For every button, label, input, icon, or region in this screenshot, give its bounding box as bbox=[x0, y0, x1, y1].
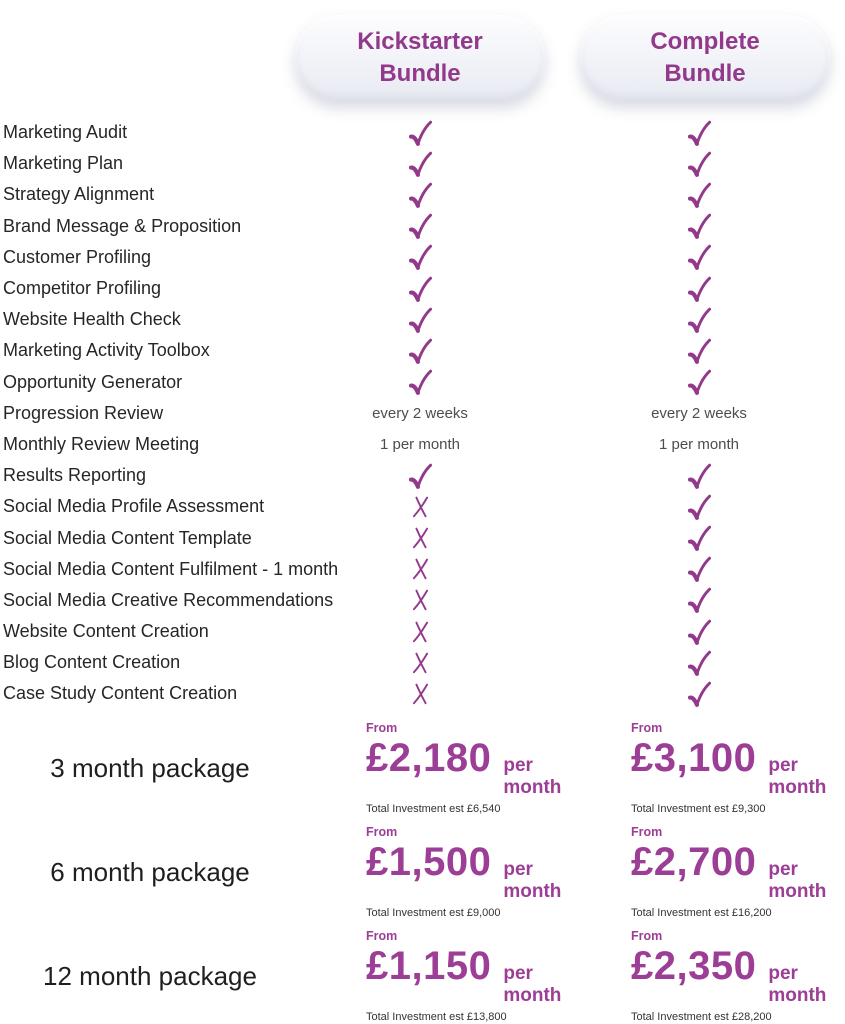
feature-row bbox=[0, 460, 845, 491]
complete-bundle-title: Complete Bundle bbox=[650, 27, 760, 87]
feature-label: Brand Message & Proposition bbox=[3, 215, 242, 236]
package-row bbox=[0, 716, 845, 820]
check-icon bbox=[409, 463, 432, 491]
per-month-label: per month bbox=[768, 963, 827, 1006]
cross-icon bbox=[412, 558, 429, 580]
check-icon bbox=[409, 307, 432, 335]
cross-icon bbox=[412, 683, 429, 705]
complete-cell bbox=[597, 118, 801, 148]
check-icon bbox=[688, 244, 711, 272]
feature-row bbox=[0, 491, 845, 522]
complete-cell bbox=[597, 617, 801, 647]
kickstarter-cell bbox=[343, 367, 497, 397]
complete-bundle-header bbox=[580, 15, 830, 101]
feature-row bbox=[0, 678, 845, 709]
price-line bbox=[631, 842, 843, 903]
feature-label: Competitor Profiling bbox=[3, 278, 162, 299]
price-line bbox=[366, 738, 578, 799]
check-icon bbox=[688, 525, 711, 553]
per-month-label: per month bbox=[503, 859, 562, 902]
cross-icon bbox=[412, 621, 429, 643]
total-investment-label: Total Investment est £9,300 bbox=[631, 803, 766, 815]
from-label: From bbox=[366, 721, 398, 735]
feature-label: Strategy Alignment bbox=[3, 184, 155, 205]
feature-label: Website Health Check bbox=[3, 309, 181, 330]
feature-label: Marketing Audit bbox=[3, 122, 128, 143]
from-label: From bbox=[366, 825, 398, 839]
cross-icon bbox=[412, 527, 429, 549]
package-pricing-list bbox=[0, 716, 845, 1024]
check-icon bbox=[688, 338, 711, 366]
complete-cell bbox=[597, 679, 801, 709]
kickstarter-cell bbox=[343, 242, 497, 272]
feature-row bbox=[0, 335, 845, 366]
price-line bbox=[631, 738, 843, 799]
complete-cell bbox=[597, 554, 801, 584]
check-icon bbox=[409, 151, 432, 179]
feature-label: Marketing Plan bbox=[3, 153, 124, 174]
feature-row bbox=[0, 304, 845, 335]
from-label: From bbox=[631, 929, 663, 943]
check-icon bbox=[409, 213, 432, 241]
feature-row bbox=[0, 554, 845, 585]
check-icon bbox=[688, 494, 711, 522]
check-icon bbox=[688, 182, 711, 210]
kickstarter-cell bbox=[343, 652, 497, 674]
price-amount: £1,150 bbox=[366, 944, 492, 988]
check-icon bbox=[688, 556, 711, 584]
feature-label: Customer Profiling bbox=[3, 246, 152, 267]
check-icon bbox=[688, 151, 711, 179]
complete-cell bbox=[597, 585, 801, 615]
package-label: 3 month package bbox=[50, 752, 250, 783]
feature-row bbox=[0, 522, 845, 553]
kickstarter-cell bbox=[343, 683, 497, 705]
kickstarter-cell bbox=[343, 149, 497, 179]
cross-icon bbox=[412, 496, 429, 518]
check-icon bbox=[409, 244, 432, 272]
kickstarter-bundle-header bbox=[295, 15, 545, 101]
kickstarter-cell bbox=[343, 558, 497, 580]
complete-cell bbox=[597, 461, 801, 491]
per-month-label: per month bbox=[503, 755, 562, 798]
kickstarter-cell bbox=[343, 621, 497, 643]
complete-cell bbox=[597, 274, 801, 304]
check-icon bbox=[688, 213, 711, 241]
total-investment-label: Total Investment est £28,200 bbox=[631, 1011, 772, 1023]
feature-label: Website Content Creation bbox=[3, 621, 209, 642]
feature-row bbox=[0, 585, 845, 616]
kickstarter-cell bbox=[343, 527, 497, 549]
feature-label: Opportunity Generator bbox=[3, 371, 183, 392]
package-label: 6 month package bbox=[50, 856, 250, 887]
frequency-text: 1 per month bbox=[658, 435, 740, 453]
complete-price-block bbox=[631, 929, 843, 1023]
total-investment-label: Total Investment est £13,800 bbox=[366, 1011, 507, 1023]
complete-cell bbox=[597, 242, 801, 272]
feature-row bbox=[0, 367, 845, 398]
feature-label: Social Media Creative Recommendations bbox=[3, 589, 334, 610]
from-label: From bbox=[366, 929, 398, 943]
price-amount: £2,180 bbox=[366, 736, 492, 780]
complete-cell bbox=[597, 211, 801, 241]
frequency-text: 1 per month bbox=[379, 435, 461, 453]
feature-row bbox=[0, 211, 845, 242]
feature-label: Marketing Activity Toolbox bbox=[3, 340, 210, 361]
complete-cell bbox=[597, 336, 801, 366]
check-icon bbox=[409, 369, 432, 397]
kickstarter-cell bbox=[343, 274, 497, 304]
price-amount: £2,350 bbox=[631, 944, 757, 988]
check-icon bbox=[688, 463, 711, 491]
from-label: From bbox=[631, 825, 663, 839]
per-month-label: per month bbox=[768, 755, 827, 798]
price-amount: £3,100 bbox=[631, 736, 757, 780]
feature-label: Monthly Review Meeting bbox=[3, 433, 200, 454]
package-label: 12 month package bbox=[43, 960, 257, 991]
check-icon bbox=[688, 681, 711, 709]
complete-cell bbox=[597, 648, 801, 678]
frequency-text: every 2 weeks bbox=[372, 404, 468, 422]
complete-cell bbox=[597, 149, 801, 179]
complete-cell bbox=[597, 523, 801, 553]
feature-comparison-list bbox=[0, 117, 845, 710]
complete-cell bbox=[597, 492, 801, 522]
total-investment-label: Total Investment est £6,540 bbox=[366, 803, 501, 815]
price-line bbox=[631, 946, 843, 1007]
per-month-label: per month bbox=[768, 859, 827, 902]
kickstarter-bundle-title: Kickstarter Bundle bbox=[357, 27, 483, 87]
complete-cell bbox=[597, 180, 801, 210]
complete-cell bbox=[597, 436, 801, 453]
kickstarter-cell bbox=[343, 336, 497, 366]
check-icon bbox=[688, 120, 711, 148]
feature-label: Social Media Content Template bbox=[3, 527, 252, 548]
price-amount: £1,500 bbox=[366, 840, 492, 884]
total-investment-label: Total Investment est £9,000 bbox=[366, 907, 501, 919]
feature-row bbox=[0, 429, 845, 460]
total-investment-label: Total Investment est £16,200 bbox=[631, 907, 772, 919]
cross-icon bbox=[412, 589, 429, 611]
feature-row bbox=[0, 117, 845, 148]
feature-label: Results Reporting bbox=[3, 465, 147, 486]
frequency-text: every 2 weeks bbox=[651, 404, 747, 422]
price-amount: £2,700 bbox=[631, 840, 757, 884]
kickstarter-cell bbox=[343, 118, 497, 148]
feature-row bbox=[0, 616, 845, 647]
kickstarter-price-block bbox=[366, 825, 578, 919]
feature-row bbox=[0, 398, 845, 429]
check-icon bbox=[688, 619, 711, 647]
complete-price-block bbox=[631, 825, 843, 919]
complete-cell bbox=[597, 367, 801, 397]
check-icon bbox=[409, 182, 432, 210]
check-icon bbox=[688, 276, 711, 304]
feature-label: Blog Content Creation bbox=[3, 652, 181, 673]
kickstarter-cell bbox=[343, 211, 497, 241]
price-line bbox=[366, 946, 578, 1007]
check-icon bbox=[688, 307, 711, 335]
kickstarter-cell bbox=[343, 496, 497, 518]
complete-cell bbox=[597, 305, 801, 335]
kickstarter-cell bbox=[343, 305, 497, 335]
feature-label: Social Media Content Fulfilment - 1 month bbox=[3, 558, 339, 579]
feature-label: Social Media Profile Assessment bbox=[3, 496, 265, 517]
price-line bbox=[366, 842, 578, 903]
package-row bbox=[0, 924, 845, 1024]
feature-label: Case Study Content Creation bbox=[3, 683, 238, 704]
check-icon bbox=[409, 276, 432, 304]
complete-price-block bbox=[631, 721, 843, 815]
check-icon bbox=[688, 369, 711, 397]
complete-cell bbox=[597, 405, 801, 422]
kickstarter-cell bbox=[343, 405, 497, 422]
cross-icon bbox=[412, 652, 429, 674]
kickstarter-price-block bbox=[366, 721, 578, 815]
kickstarter-price-block bbox=[366, 929, 578, 1023]
check-icon bbox=[688, 650, 711, 678]
package-row bbox=[0, 820, 845, 924]
kickstarter-cell bbox=[343, 589, 497, 611]
feature-row bbox=[0, 242, 845, 273]
feature-row bbox=[0, 148, 845, 179]
feature-row bbox=[0, 647, 845, 678]
check-icon bbox=[688, 587, 711, 615]
check-icon bbox=[409, 120, 432, 148]
kickstarter-cell bbox=[343, 461, 497, 491]
from-label: From bbox=[631, 721, 663, 735]
check-icon bbox=[409, 338, 432, 366]
feature-row bbox=[0, 273, 845, 304]
kickstarter-cell bbox=[343, 436, 497, 453]
feature-label: Progression Review bbox=[3, 402, 164, 423]
feature-row bbox=[0, 179, 845, 210]
per-month-label: per month bbox=[503, 963, 562, 1006]
kickstarter-cell bbox=[343, 180, 497, 210]
